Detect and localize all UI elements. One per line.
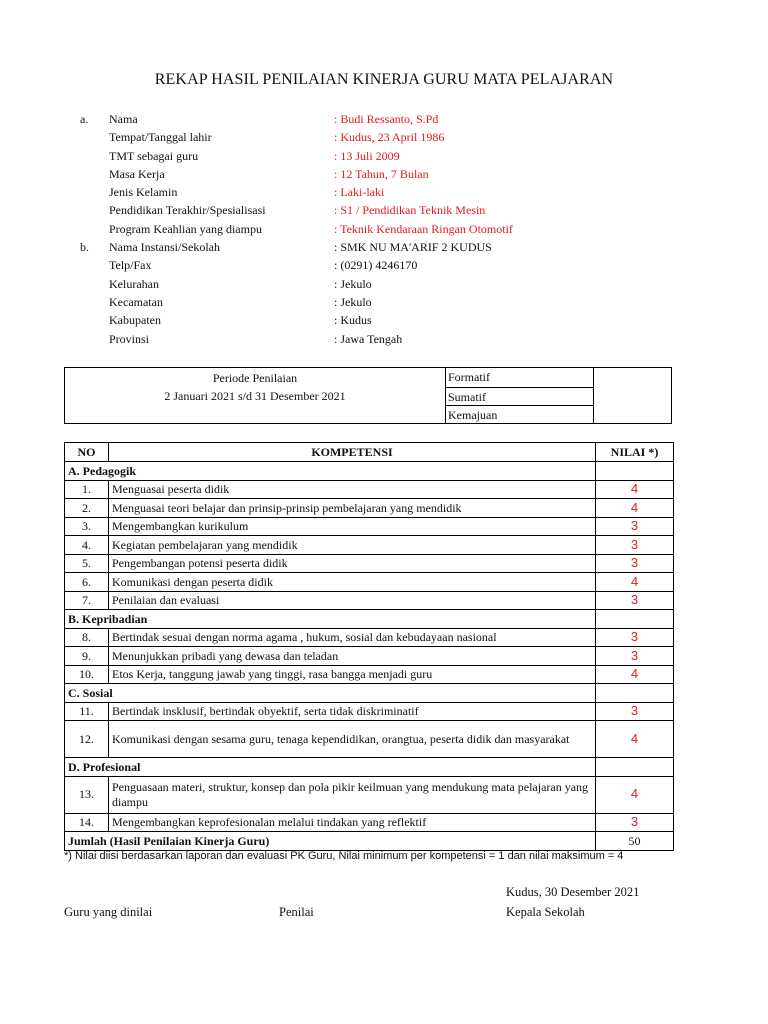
info-value: : 12 Tahun, 7 Bulan <box>334 166 429 181</box>
info-label: Nama <box>109 112 138 126</box>
table-row <box>65 702 674 721</box>
row-kompetensi: Menguasai peserta didik <box>109 480 596 499</box>
table-row <box>65 813 674 832</box>
total-value: 50 <box>596 832 674 851</box>
row-nilai: 3 <box>596 647 674 666</box>
row-kompetensi: Bertindak sesuai dengan norma agama , hukum, sosial dan kebudayaan nasional <box>109 628 596 647</box>
row-kompetensi: Kegiatan pembelajaran yang mendidik <box>109 536 596 555</box>
info-value: : Kudus, 23 April 1986 <box>334 130 445 145</box>
section-row-kepribadian <box>65 610 674 629</box>
periode-option-sumatif: Sumatif <box>446 387 593 406</box>
section-row-profesional <box>65 758 674 777</box>
info-value: : (0291) 4246170 <box>334 258 418 273</box>
info-value: : Teknik Kendaraan Ringan Otomotif <box>334 221 513 236</box>
info-label: Jenis Kelamin <box>109 185 178 200</box>
periode-option-kemajuan: Kemajuan <box>446 405 593 424</box>
info-label: Masa Kerja <box>109 166 165 181</box>
table-row <box>65 480 674 499</box>
row-kompetensi: Etos Kerja, tanggung jawab yang tinggi, rasa bangga menjadi guru <box>109 665 596 684</box>
table-row <box>65 776 674 813</box>
info-value: : S1 / Pendidikan Teknik Mesin <box>334 203 486 218</box>
row-kompetensi: Mengembangkan kurikulum <box>109 517 596 536</box>
row-kompetensi: Penguasaan materi, struktur, konsep dan pola pikir keilmuan yang mendukung mata pelajaran yang diampu <box>109 776 596 813</box>
section-row-pedagogik <box>65 462 674 481</box>
row-nilai: 3 <box>596 702 674 721</box>
info-label: Tempat/Tanggal lahir <box>109 130 212 145</box>
info-label: Telp/Fax <box>109 258 152 273</box>
table-row <box>65 573 674 592</box>
info-label: Kecamatan <box>109 294 163 309</box>
total-label: Jumlah (Hasil Penilaian Kinerja Guru) <box>65 832 596 851</box>
section-title: D. Profesional <box>65 758 596 777</box>
periode-box <box>64 367 672 424</box>
table-row <box>65 628 674 647</box>
row-nilai: 3 <box>596 536 674 555</box>
info-label: Kelurahan <box>109 276 159 291</box>
row-no: 3. <box>65 517 109 536</box>
row-kompetensi: Pengembangan potensi peserta didik <box>109 554 596 573</box>
footnote: *) Nilai diisi berdasarkan laporan dan evaluasi PK Guru, Nilai minimum per kompetensi = 1 dan nilai maksimum = 4 <box>64 850 624 862</box>
info-letter: a. <box>80 112 89 126</box>
info-label: Program Keahlian yang diampu <box>109 221 262 236</box>
info-value: : Laki-laki <box>334 185 385 200</box>
row-no: 6. <box>65 573 109 592</box>
table-row <box>65 517 674 536</box>
row-nilai: 3 <box>596 591 674 610</box>
kompetensi-table <box>64 442 674 851</box>
info-value: : Kudus <box>334 313 372 328</box>
info-label: TMT sebagai guru <box>109 148 199 163</box>
row-no: 12. <box>65 721 109 758</box>
info-value: : Jekulo <box>334 294 372 309</box>
info-label: Pendidikan Terakhir/Spesialisasi <box>109 203 266 218</box>
row-no: 7. <box>65 591 109 610</box>
header-no: NO <box>65 443 109 462</box>
row-no: 1. <box>65 480 109 499</box>
row-no: 8. <box>65 628 109 647</box>
row-nilai: 3 <box>596 517 674 536</box>
table-row <box>65 591 674 610</box>
row-nilai: 4 <box>596 776 674 813</box>
row-no: 10. <box>65 665 109 684</box>
total-row <box>65 832 674 851</box>
row-nilai: 3 <box>596 554 674 573</box>
section-title: B. Kepribadian <box>65 610 596 629</box>
row-no: 11. <box>65 702 109 721</box>
table-row <box>65 536 674 555</box>
periode-option-formatif: Formatif <box>448 370 490 384</box>
row-nilai: 4 <box>596 721 674 758</box>
row-kompetensi: Mengembangkan keprofesionalan melalui tindakan yang reflektif <box>109 813 596 832</box>
row-no: 14. <box>65 813 109 832</box>
document-title: REKAP HASIL PENILAIAN KINERJA GURU MATA PELAJARAN <box>154 71 614 88</box>
signature-guru: Guru yang dinilai <box>64 905 153 919</box>
row-nilai: 4 <box>596 499 674 518</box>
row-no: 4. <box>65 536 109 555</box>
table-row <box>65 554 674 573</box>
place-date: Kudus, 30 Desember 2021 <box>506 885 640 899</box>
periode-range: 2 Januari 2021 s/d 31 Desember 2021 <box>164 389 346 403</box>
row-nilai: 4 <box>596 573 674 592</box>
row-kompetensi: Komunikasi dengan peserta didik <box>109 573 596 592</box>
row-nilai: 4 <box>596 480 674 499</box>
periode-info <box>65 368 446 423</box>
info-letter: b. <box>80 240 89 255</box>
table-row <box>65 721 674 758</box>
section-row-sosial <box>65 684 674 703</box>
row-kompetensi: Komunikasi dengan sesama guru, tenaga kependidikan, orangtua, peserta didik dan masyarakat <box>109 721 596 758</box>
info-label: Nama Instansi/Sekolah <box>109 240 220 255</box>
table-row <box>65 647 674 666</box>
info-label: Provinsi <box>109 331 150 346</box>
info-value: : Jekulo <box>334 276 372 291</box>
row-kompetensi: Bertindak insklusif, bertindak obyektif, serta tidak diskriminatif <box>109 702 596 721</box>
section-title: A. Pedagogik <box>65 462 596 481</box>
row-kompetensi: Menunjukkan pribadi yang dewasa dan teladan <box>109 647 596 666</box>
row-nilai: 4 <box>596 665 674 684</box>
header-kompetensi: KOMPETENSI <box>109 443 596 462</box>
section-title: C. Sosial <box>65 684 596 703</box>
row-nilai: 3 <box>596 813 674 832</box>
signature-kepala-sekolah: Kepala Sekolah <box>506 905 585 919</box>
row-nilai: 3 <box>596 628 674 647</box>
table-header-row <box>65 443 674 462</box>
signature-penilai: Penilai <box>279 905 314 919</box>
row-no: 9. <box>65 647 109 666</box>
info-label: Kabupaten <box>109 313 161 328</box>
info-value: : SMK NU MA'ARIF 2 KUDUS <box>334 240 492 255</box>
info-value: : 13 Juli 2009 <box>334 148 400 163</box>
row-no: 2. <box>65 499 109 518</box>
info-value: : Budi Ressanto, S.Pd <box>334 112 439 126</box>
periode-options <box>446 368 594 423</box>
periode-label: Periode Penilaian <box>212 371 298 385</box>
header-nilai: NILAI *) <box>596 443 674 462</box>
row-kompetensi: Penilaian dan evaluasi <box>109 591 596 610</box>
row-no: 13. <box>65 776 109 813</box>
table-row <box>65 499 674 518</box>
row-kompetensi: Menguasai teori belajar dan prinsip-prinsip pembelajaran yang mendidik <box>109 499 596 518</box>
row-no: 5. <box>65 554 109 573</box>
info-value: : Jawa Tengah <box>334 331 403 346</box>
table-row <box>65 665 674 684</box>
